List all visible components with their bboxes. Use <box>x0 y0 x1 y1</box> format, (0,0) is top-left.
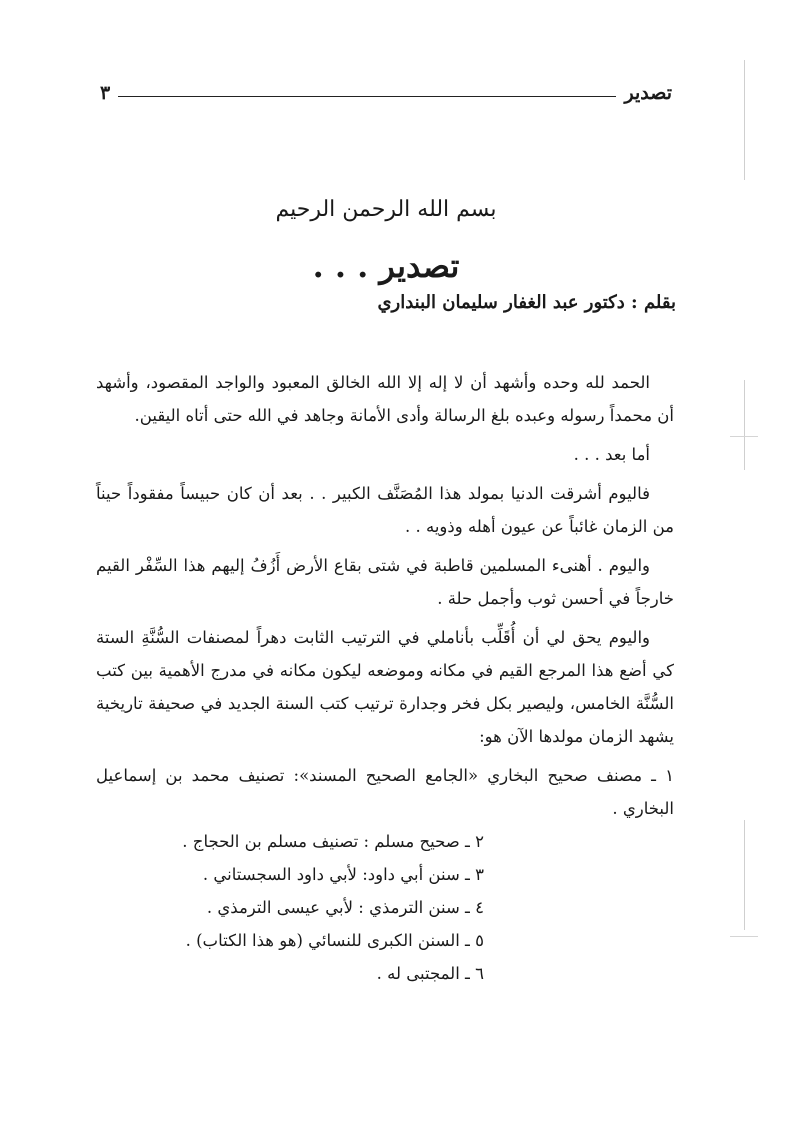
list-item: ٦ ـ المجتبى له . <box>376 964 484 983</box>
author-byline: بقلم : دكتور عبد الغفار سليمان البنداري <box>377 292 676 313</box>
paragraph: فاليوم أشرقت الدنيا بمولد هذا المُصَنَّف الكبير . . بعد أن كان حبيساً مفقوداً حيناً من الزمان غائباً عن عيون أهله وذويه . . <box>96 484 674 536</box>
scan-edge-mark <box>744 60 745 180</box>
list-item: ٢ ـ صحيح مسلم : تصنيف مسلم بن الحجاج . <box>182 832 484 851</box>
scan-edge-mark <box>744 820 745 930</box>
paragraph: واليوم يحق لي أن أُقَلِّب بأناملي في الترتيب الثابت دهراً لمصنفات السُّنَّةِ الستة كي أضع هذا المرجع القيم في مكانه وموضعه ليكون مكانه في مدرج الأهمية بين كتب السُّنَّة الخامس، وليصير بكل فخر وجدارة ترتيب كتب السنة الجديد في صحيفة تاريخية يشهد الزمان مولدها الآن هو: <box>96 628 674 746</box>
list-item: ٤ ـ سنن الترمذي : لأبي عيسى الترمذي . <box>206 898 484 917</box>
list-item: ٥ ـ السنن الكبرى للنسائي (هو هذا الكتاب) . <box>185 931 484 950</box>
scan-edge-mark <box>744 380 745 470</box>
list-item: ٣ ـ سنن أبي داود: لأبي داود السجستاني . <box>202 865 484 884</box>
sunnah-books-list <box>96 759 674 990</box>
page-number: ٣ <box>100 82 111 104</box>
paragraph: الحمد لله وحده وأشهد أن لا إله إلا الله الخالق المعبود والواجد المقصود، وأشهد أن محمداً رسوله وعبده بلغ الرسالة وأدى الأمانة وجاهد في الله حتى أتاه اليقين. <box>96 373 674 425</box>
running-header <box>100 78 672 108</box>
paragraph: واليوم . أهنىء المسلمين قاطبة في شتى بقاع الأرض أَزُفُ إليهم هذا السِّفْر القيم خارجاً في أحسن ثوب وأجمل حلة . <box>96 556 674 608</box>
header-title: تصدير <box>624 82 672 104</box>
basmala: بسم الله الرحمن الرحيم <box>275 197 497 222</box>
page-title: تصدير . . . <box>312 247 460 285</box>
paragraph: أما بعد . . . <box>573 445 650 464</box>
scan-edge-tick <box>730 436 758 437</box>
scan-edge-tick <box>730 936 758 937</box>
list-item: ١ ـ مصنف صحيح البخاري «الجامع الصحيح المسند»: تصنيف محمد بن إسماعيل البخاري . <box>96 766 674 818</box>
body-text <box>96 366 674 990</box>
header-rule <box>118 96 616 97</box>
